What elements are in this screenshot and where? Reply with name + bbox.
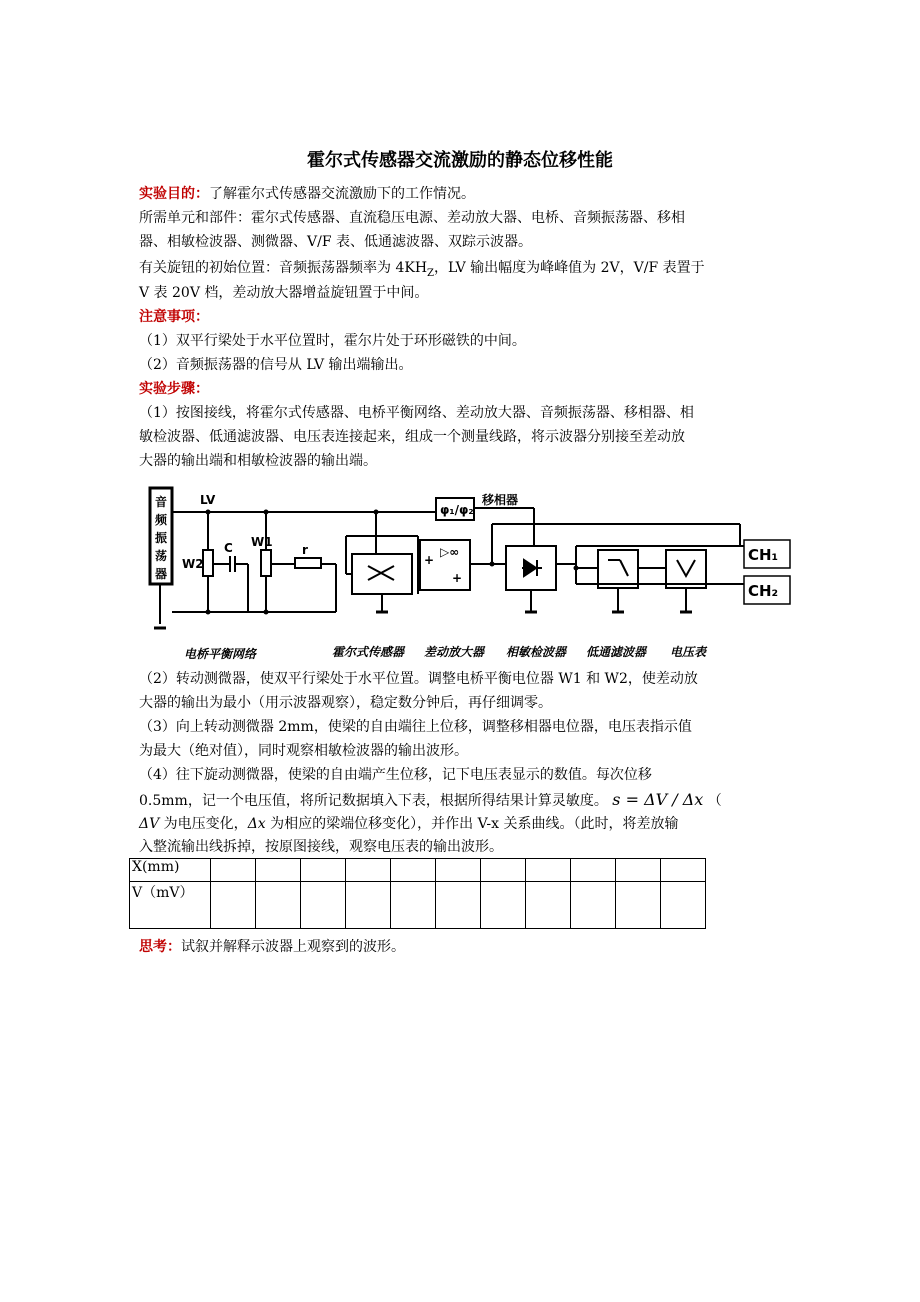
ch1-label: CH₁ bbox=[748, 546, 779, 564]
v-cell[interactable] bbox=[346, 882, 391, 929]
purpose-line bbox=[139, 183, 789, 205]
x-cell[interactable] bbox=[571, 859, 616, 882]
delta-x-symbol: Δx bbox=[247, 816, 266, 832]
step3-line-1: （3）向上转动测微器 2mm，使梁的自由端往上位移，调整移相器电位器，电压表指示值 bbox=[139, 719, 692, 735]
sensitivity-formula: s = ΔV / Δx bbox=[612, 790, 704, 809]
step4-paren: （ bbox=[707, 793, 722, 809]
v-cell[interactable] bbox=[301, 882, 346, 929]
purpose-label: 实验目的： bbox=[139, 186, 209, 202]
table-row bbox=[130, 882, 706, 929]
v-header: V（mV） bbox=[130, 882, 211, 929]
step4-line-4: 入整流输出线拆掉，按原图接线，观察电压表的输出波形。 bbox=[139, 839, 503, 855]
notes-label: 注意事项： bbox=[139, 309, 209, 325]
caption-hall: 霍尔式传感器 bbox=[332, 645, 405, 659]
x-cell[interactable] bbox=[526, 859, 571, 882]
osc-char-4: 荡 bbox=[155, 549, 168, 563]
note-item-2: （2）音频振荡器的信号从 LV 输出端输出。 bbox=[139, 357, 413, 373]
caption-voltmeter: 电压表 bbox=[670, 645, 707, 659]
think-label: 思考： bbox=[139, 939, 181, 955]
osc-char-2: 频 bbox=[155, 513, 168, 527]
steps-label: 实验步骤： bbox=[139, 381, 209, 397]
step1-line-1: （1）按图接线，将霍尔式传感器、电桥平衡网络、差动放大器、音频振荡器、移相器、相 bbox=[139, 405, 694, 421]
purpose-text: 了解霍尔式传感器交流激励下的工作情况。 bbox=[209, 186, 475, 202]
x-cell[interactable] bbox=[436, 859, 481, 882]
c-label: C bbox=[224, 541, 233, 555]
amp-symbol: ▷∞ bbox=[440, 545, 460, 559]
v-cell[interactable] bbox=[436, 882, 481, 929]
caption-amp: 差动放大器 bbox=[424, 645, 485, 659]
v-cell[interactable] bbox=[391, 882, 436, 929]
v-cell[interactable] bbox=[256, 882, 301, 929]
x-cell[interactable] bbox=[661, 859, 706, 882]
caption-lpf: 低通滤波器 bbox=[586, 645, 647, 659]
v-cell[interactable] bbox=[661, 882, 706, 929]
x-cell[interactable] bbox=[481, 859, 526, 882]
v-cell[interactable] bbox=[616, 882, 661, 929]
osc-char-3: 振 bbox=[155, 531, 168, 545]
data-table bbox=[129, 858, 706, 929]
think-line bbox=[139, 936, 789, 958]
v-cell[interactable] bbox=[481, 882, 526, 929]
v-cell[interactable] bbox=[526, 882, 571, 929]
page-title: 霍尔式传感器交流激励的静态位移性能 bbox=[307, 150, 613, 171]
delta-v-symbol: ΔV bbox=[139, 816, 160, 832]
lv-label: LV bbox=[200, 493, 216, 507]
phase-symbol: φ₁/φ₂ bbox=[440, 503, 474, 517]
caption-bridge: 电桥平衡网络 bbox=[184, 647, 257, 661]
initial-text-a: 有关旋钮的初始位置：音频振荡器频率为 4KH bbox=[139, 260, 428, 276]
r-label: r bbox=[302, 543, 308, 557]
step1-line-3: 大器的输出端和相敏检波器的输出端。 bbox=[139, 453, 377, 469]
x-cell[interactable] bbox=[211, 859, 256, 882]
step4-text-b: 为电压变化， bbox=[159, 816, 248, 832]
note-item-1: （1）双平行梁处于水平位置时，霍尔片处于环形磁铁的中间。 bbox=[139, 333, 526, 349]
x-cell[interactable] bbox=[256, 859, 301, 882]
step1-line-2: 敏检波器、低通滤波器、电压表连接起来，组成一个测量线路，将示波器分别接至差动放 bbox=[139, 429, 685, 445]
step2-line-2: 大器的输出为最小（用示波器观察），稳定数分钟后，再仔细调零。 bbox=[139, 695, 552, 711]
units-line-2: 器、相敏检波器、测微器、V/F 表、低通滤波器、双踪示波器。 bbox=[139, 234, 532, 250]
step4-text-a: 0.5mm，记一个电压值，将所记数据填入下表，根据所得结果计算灵敏度。 bbox=[139, 793, 608, 809]
caption-detector: 相敏检波器 bbox=[506, 645, 567, 659]
w1-label: W1 bbox=[251, 535, 273, 549]
step3-line-2: 为最大（绝对值），同时观察相敏检波器的输出波形。 bbox=[139, 743, 468, 759]
x-cell[interactable] bbox=[616, 859, 661, 882]
think-text: 试叙并解释示波器上观察到的波形。 bbox=[181, 939, 405, 955]
amp-plus-in: + bbox=[424, 553, 435, 567]
v-cell[interactable] bbox=[571, 882, 616, 929]
initial-line-1 bbox=[139, 257, 789, 285]
osc-char-5: 器 bbox=[155, 567, 168, 581]
osc-char-1: 音 bbox=[155, 495, 168, 509]
initial-text-b: ，LV 输出幅度为峰峰值为 2V，V/F 表置于 bbox=[433, 260, 705, 276]
amp-plus-out: + bbox=[452, 571, 463, 585]
x-cell[interactable] bbox=[301, 859, 346, 882]
w2-label: W2 bbox=[182, 557, 204, 571]
ch2-label: CH₂ bbox=[748, 582, 779, 600]
x-header: X(mm) bbox=[130, 859, 211, 882]
v-cell[interactable] bbox=[211, 882, 256, 929]
circuit-diagram bbox=[140, 484, 800, 666]
units-line-1: 所需单元和部件：霍尔式传感器、直流稳压电源、差动放大器、电桥、音频振荡器、移相 bbox=[139, 210, 685, 226]
initial-line-2: V 表 20V 档，差动放大器增益旋钮置于中间。 bbox=[139, 285, 429, 301]
x-cell[interactable] bbox=[346, 859, 391, 882]
step4-line-2 bbox=[139, 789, 789, 812]
step4-line-1: （4）往下旋动测微器，使梁的自由端产生位移，记下电压表显示的数值。每次位移 bbox=[139, 767, 652, 783]
x-cell[interactable] bbox=[391, 859, 436, 882]
phase-shifter-label: 移相器 bbox=[482, 493, 519, 507]
step4-text-c: 为相应的梁端位移变化），并作出 V-x 关系曲线。（此时，将差放输 bbox=[265, 816, 679, 832]
step4-line-3 bbox=[139, 813, 789, 835]
initial-subscript: Z bbox=[427, 267, 434, 279]
table-row bbox=[130, 859, 706, 882]
step2-line-1: （2）转动测微器，使双平行梁处于水平位置。调整电桥平衡电位器 W1 和 W2，使差动放 bbox=[139, 671, 698, 687]
